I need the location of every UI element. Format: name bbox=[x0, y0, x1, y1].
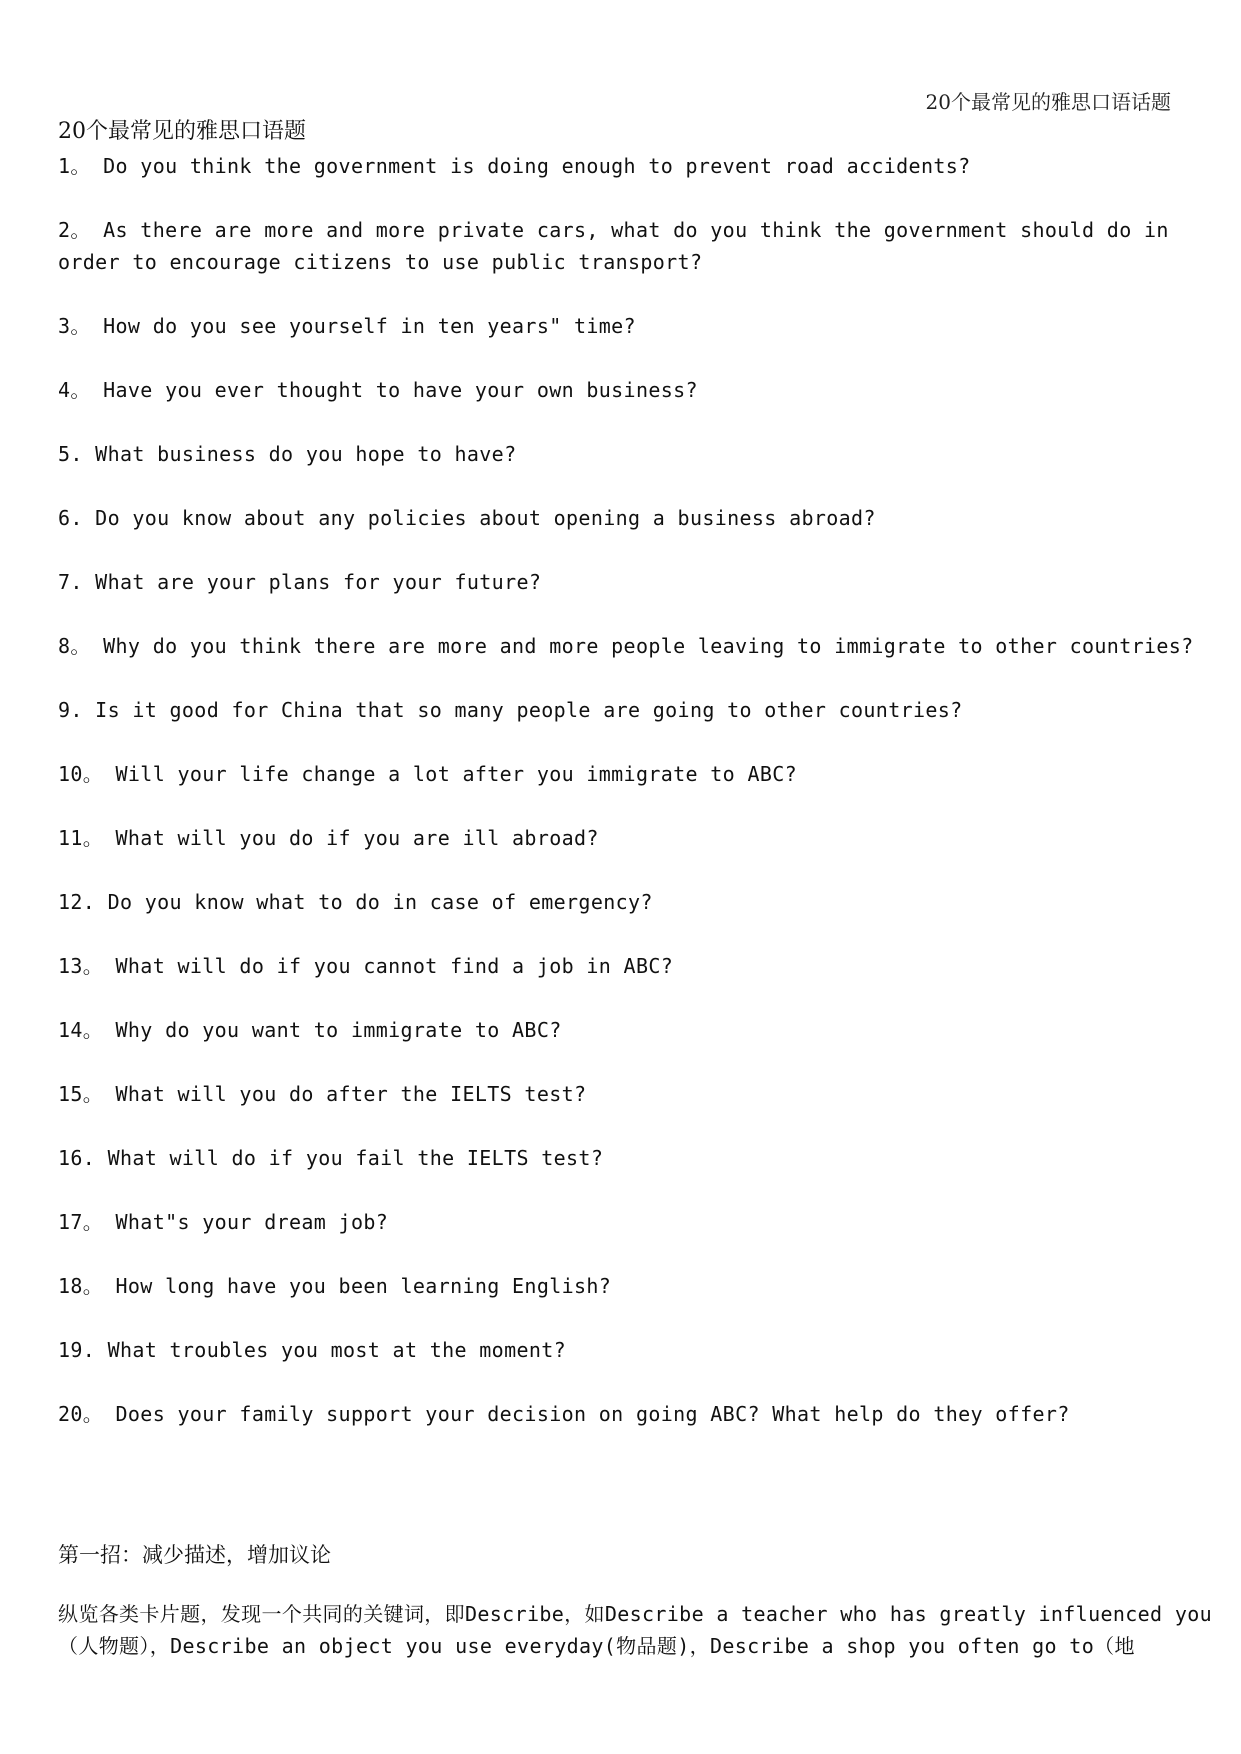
question-item: 3。 How do you see yourself in ten years" time? bbox=[58, 314, 636, 338]
tip-heading: 第一招：减少描述，增加议论 bbox=[58, 1543, 331, 1567]
question-item: 10。 Will your life change a lot after you immigrate to ABC? bbox=[58, 762, 798, 786]
question-item: 7. What are your plans for your future? bbox=[58, 570, 542, 594]
question-item: 12. Do you know what to do in case of emergency? bbox=[58, 890, 653, 914]
question-item: 15。 What will you do after the IELTS test? bbox=[58, 1082, 587, 1106]
question-item: 17。 What"s your dream job? bbox=[58, 1210, 389, 1234]
question-item: 2。 As there are more and more private cars, what do you think the government should do in order to encourage citizens to use public transport? bbox=[58, 218, 1169, 274]
question-item: 5. What business do you hope to have? bbox=[58, 442, 517, 466]
tip-section bbox=[58, 1540, 1218, 1662]
question-item: 20。 Does your family support your decision on going ABC? What help do they offer? bbox=[58, 1402, 1070, 1426]
question-item: 18。 How long have you been learning English? bbox=[58, 1274, 612, 1298]
question-item: 6. Do you know about any policies about opening a business abroad? bbox=[58, 506, 876, 530]
tip-body: 纵览各类卡片题，发现一个共同的关键词，即Describe，如Describe a teacher who has greatly influenced you（人物题），Describe an object you use everyday(物品题)，Describe a shop you often go to（地 bbox=[58, 1602, 1212, 1658]
running-header: 20个最常见的雅思口语话题 bbox=[925, 90, 1171, 114]
question-item: 4。 Have you ever thought to have your own business? bbox=[58, 378, 698, 402]
question-item: 13。 What will do if you cannot find a job in ABC? bbox=[58, 954, 674, 978]
document-body bbox=[58, 118, 1218, 1462]
question-item: 16. What will do if you fail the IELTS test? bbox=[58, 1146, 604, 1170]
document-title: 20个最常见的雅思口语题 bbox=[58, 119, 306, 144]
question-item: 9. Is it good for China that so many people are going to other countries? bbox=[58, 698, 963, 722]
question-item: 8。 Why do you think there are more and more people leaving to immigrate to other countries? bbox=[58, 634, 1194, 658]
question-item: 19. What troubles you most at the moment? bbox=[58, 1338, 567, 1362]
question-item: 14。 Why do you want to immigrate to ABC? bbox=[58, 1018, 562, 1042]
question-item: 1。 Do you think the government is doing enough to prevent road accidents? bbox=[58, 154, 971, 178]
question-list bbox=[58, 150, 1218, 1430]
question-item: 11。 What will you do if you are ill abroad? bbox=[58, 826, 599, 850]
